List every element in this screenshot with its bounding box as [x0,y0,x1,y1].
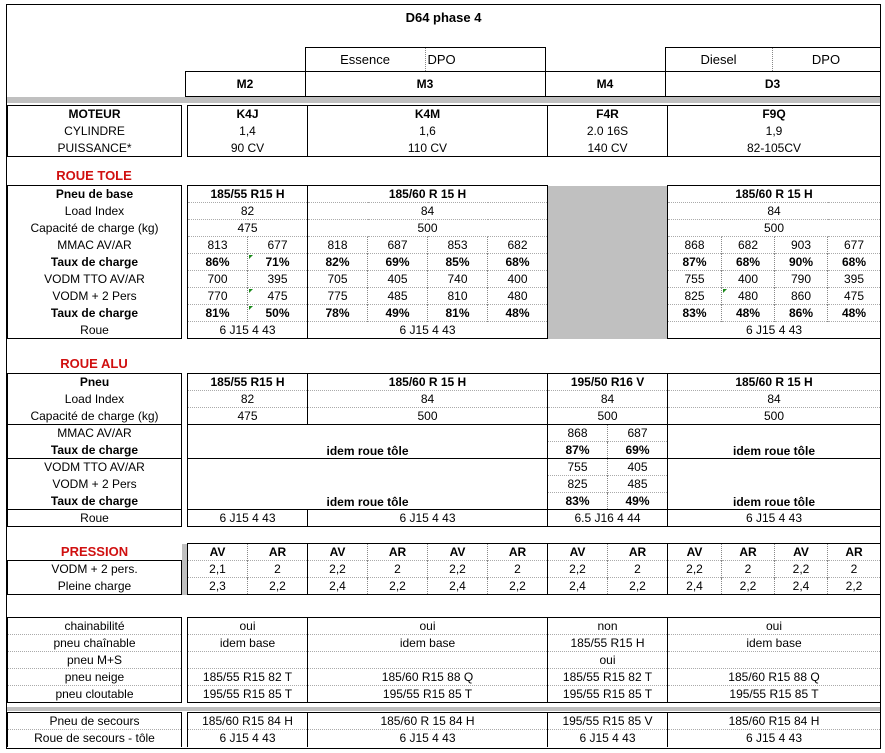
rt-taux1-cell: 90% [775,254,828,271]
ra-taux2-label: Taux de charge [8,493,182,510]
cloutable-m3: 195/55 R15 85 T [308,686,548,703]
ra-pneu-m3: 185/60 R 15 H [308,374,548,391]
roue-tole-table [7,185,881,339]
moteur-m2: K4J [188,106,308,123]
col-m4: M4 [545,71,665,96]
rt-taux2-cell: 83% [668,305,722,322]
pression-vodm-cell: 2 [722,561,775,578]
pression-pleine-cell: 2,2 [828,578,881,595]
pression-pleine-cell: 2,4 [308,578,368,595]
rt-vodm-tto-label: VODM TTO AV/AR [8,271,182,288]
pression-pleine-cell: 2,4 [548,578,608,595]
rt-mmac-cell: 853 [428,237,488,254]
pression-vodm-cell: 2 [828,561,881,578]
ra-taux2-m4: 49% [608,493,668,510]
rt-vodm-tto-cell: 700 [188,271,248,288]
rt-taux2-cell: 48% [828,305,881,322]
rt-mmac-cell: 682 [488,237,548,254]
col-m2: M2 [185,71,305,96]
rt-load-d3: 84 [668,203,881,220]
chaines-table [7,617,881,703]
pression-vodm-cell: 2 [248,561,308,578]
rt-vodm2-cell: 825 [668,288,722,305]
rt-roue-label: Roue [8,322,182,339]
pression-vodm-cell: 2,1 [188,561,248,578]
neige-label: pneu neige [8,669,182,686]
neige-d3: 185/60 R15 88 Q [668,669,881,686]
pression-pleine-label: Pleine charge [8,578,182,595]
rt-taux1-cell: 71% [248,254,308,271]
chainabilite-d3: oui [668,618,881,635]
rt-vodm-tto-cell: 790 [775,271,828,288]
puissance-m2: 90 CV [188,140,308,157]
rt-vodm-tto-cell: 705 [308,271,368,288]
moteur-table [7,105,881,157]
puissance-label: PUISSANCE* [8,140,182,157]
rt-vodm2-cell: 810 [428,288,488,305]
pression-pleine-cell: 2,2 [608,578,668,595]
rt-pneu-label: Pneu de base [8,186,182,203]
rt-vodm2-cell: 475 [248,288,308,305]
rt-load-m2: 82 [188,203,308,220]
pression-ar-header: AR [722,544,775,561]
rt-vodm2-cell: 775 [308,288,368,305]
rt-roue-d3: 6 J15 4 43 [668,322,881,339]
footer-separator [7,707,880,711]
ra-load-m4: 84 [548,391,668,408]
ra-load-m2: 82 [188,391,308,408]
secours-pneu-label: Pneu de secours [8,713,182,730]
rt-taux2-cell: 78% [308,305,368,322]
secours-table [7,712,881,747]
ra-load-m3: 84 [308,391,548,408]
ra-idem-1-m2m3: idem roue tôle [188,425,548,459]
moteur-m3: K4M [308,106,548,123]
pression-pleine-cell: 2,2 [368,578,428,595]
pression-vodm-label: VODM + 2 pers. [8,561,182,578]
rt-taux2-cell: 48% [488,305,548,322]
chainable-label: pneu chaînable [8,635,182,652]
rt-mmac-cell: 813 [188,237,248,254]
rt-vodm-tto-cell: 405 [368,271,428,288]
pression-ar-header: AR [248,544,308,561]
rt-taux2-cell: 81% [428,305,488,322]
ra-vodm-tto-label: VODM TTO AV/AR [8,459,182,476]
neige-m4: 185/55 R15 82 T [548,669,668,686]
pression-vodm-cell: 2,2 [428,561,488,578]
rt-load-m3: 84 [308,203,548,220]
header-separator [7,97,880,103]
rt-load-label: Load Index [8,203,182,220]
rt-taux1-cell: 82% [308,254,368,271]
pression-pleine-cell: 2,3 [188,578,248,595]
pression-vodm-cell: 2 [488,561,548,578]
rt-vodm2-cell: 480 [722,288,775,305]
pression-pleine-cell: 2,2 [248,578,308,595]
rt-mmac-cell: 903 [775,237,828,254]
secours-roue-m4: 6 J15 4 43 [548,730,668,747]
puissance-m3: 110 CV [308,140,548,157]
moteur-label: MOTEUR [8,106,182,123]
pression-av-header: AV [775,544,828,561]
pression-ar-header: AR [488,544,548,561]
ra-taux1-label: Taux de charge [8,442,182,459]
rt-taux2-cell: 49% [368,305,428,322]
rt-roue-m2: 6 J15 4 43 [188,322,308,339]
pression-table [7,543,881,595]
ra-load-d3: 84 [668,391,881,408]
page-title: D64 phase 4 [405,9,482,25]
moteur-m4: F4R [548,106,668,123]
rt-vodm2-cell: 480 [488,288,548,305]
rt-mmac-cell: 682 [722,237,775,254]
rt-vodm2-cell: 485 [368,288,428,305]
rt-mmac-cell: 868 [668,237,722,254]
rt-capacite-d3: 500 [668,220,881,237]
rt-capacite-m2: 475 [188,220,308,237]
rt-taux1-cell: 68% [488,254,548,271]
cloutable-m2: 195/55 R15 85 T [188,686,308,703]
rt-taux2-cell: 48% [722,305,775,322]
ra-taux1-m4: 87% [548,442,608,459]
rt-vodm-tto-cell: 395 [248,271,308,288]
rt-taux2-label: Taux de charge [8,305,182,322]
rt-vodm-tto-cell: 740 [428,271,488,288]
chainable-d3: idem base [668,635,881,652]
ra-vodm2-label: VODM + 2 Pers [8,476,182,493]
chainabilite-m2: oui [188,618,308,635]
rt-capacite-label: Capacité de charge (kg) [8,220,182,237]
ra-pneu-m4: 195/50 R16 V [548,374,668,391]
pression-av-header: AV [668,544,722,561]
ra-vodm2-m4: 485 [608,476,668,493]
col-d3: D3 [665,71,880,96]
pression-pleine-cell: 2,4 [428,578,488,595]
rt-vodm-tto-cell: 395 [828,271,881,288]
puissance-m4: 140 CV [548,140,668,157]
ra-mmac-m4: 687 [608,425,668,442]
ra-vodm-tto-m4: 405 [608,459,668,476]
pression-av-header: AV [308,544,368,561]
pression-pleine-cell: 2,2 [722,578,775,595]
rt-pneu-m2: 185/55 R15 H [188,186,308,203]
rt-taux1-cell: 85% [428,254,488,271]
pression-vodm-cell: 2,2 [668,561,722,578]
ra-capacite-m2: 475 [188,408,308,425]
cylindre-m3: 1,6 [308,123,548,140]
rt-taux1-cell: 68% [828,254,881,271]
rt-taux1-cell: 87% [668,254,722,271]
ra-roue-d3: 6 J15 4 43 [668,510,881,527]
rt-pneu-m3: 185/60 R 15 H [308,186,548,203]
roue-tole-title: ROUE TOLE [56,168,132,183]
rt-roue-m3: 6 J15 4 43 [308,322,548,339]
essence-label: Essence [305,47,425,71]
rt-mmac-cell: 677 [828,237,881,254]
cylindre-label: CYLINDRE [8,123,182,140]
rt-taux1-cell: 86% [188,254,248,271]
secours-roue-m3: 6 J15 4 43 [308,730,548,747]
ra-capacite-m4: 500 [548,408,668,425]
rt-vodm-tto-cell: 400 [488,271,548,288]
ra-capacite-m3: 500 [308,408,548,425]
ra-vodm-tto-m4: 755 [548,459,608,476]
pression-vodm-cell: 2,2 [308,561,368,578]
roue-alu-title: ROUE ALU [60,356,128,371]
rt-vodm-tto-cell: 400 [722,271,775,288]
pression-vodm-cell: 2 [608,561,668,578]
ra-capacite-label: Capacité de charge (kg) [8,408,182,425]
secours-roue-m2: 6 J15 4 43 [188,730,308,747]
pression-vodm-cell: 2,2 [775,561,828,578]
chainabilite-m4: non [548,618,668,635]
dpo-label-essence: DPO [425,47,545,71]
secours-pneu-m4: 195/55 R15 85 V [548,713,668,730]
pression-ar-header: AR [828,544,881,561]
chainable-m2: idem base [188,635,308,652]
cylindre-d3: 1,9 [668,123,881,140]
puissance-d3: 82-105CV [668,140,881,157]
ra-pneu-d3: 185/60 R 15 H [668,374,881,391]
secours-pneu-m2: 185/60 R15 84 H [188,713,308,730]
moteur-d3: F9Q [668,106,881,123]
cloutable-label: pneu cloutable [8,686,182,703]
ra-roue-m3: 6 J15 4 43 [308,510,548,527]
rt-taux1-cell: 68% [722,254,775,271]
ms-label: pneu M+S [8,652,182,669]
cloutable-d3: 195/55 R15 85 T [668,686,881,703]
roue-alu-table [7,373,881,527]
ra-idem-2-m2m3: idem roue tôle [188,459,548,510]
spec-sheet [6,4,881,749]
pression-ar-header: AR [608,544,668,561]
rt-vodm2-label: VODM + 2 Pers [8,288,182,305]
pression-pleine-cell: 2,4 [775,578,828,595]
ra-capacite-d3: 500 [668,408,881,425]
secours-pneu-m3: 185/60 R 15 84 H [308,713,548,730]
rt-taux2-cell: 81% [188,305,248,322]
ra-idem-2-d3: idem roue tôle [668,459,881,510]
pression-av-header: AV [188,544,248,561]
rt-vodm-tto-cell: 755 [668,271,722,288]
secours-roue-d3: 6 J15 4 43 [668,730,881,747]
rt-mmac-label: MMAC AV/AR [8,237,182,254]
rt-taux1-cell: 69% [368,254,428,271]
rt-mmac-cell: 677 [248,237,308,254]
pression-ar-header: AR [368,544,428,561]
ra-roue-label: Roue [8,510,182,527]
pression-pleine-cell: 2,4 [668,578,722,595]
rt-capacite-m3: 500 [308,220,548,237]
ra-load-label: Load Index [8,391,182,408]
neige-m2: 185/55 R15 82 T [188,669,308,686]
secours-roue-label: Roue de secours - tôle [8,730,182,747]
pression-vodm-cell: 2 [368,561,428,578]
rt-mmac-cell: 687 [368,237,428,254]
rt-vodm2-cell: 475 [828,288,881,305]
pression-title: PRESSION [60,544,129,560]
ra-mmac-m4: 868 [548,425,608,442]
ra-roue-m4: 6.5 J16 4 44 [548,510,668,527]
chainable-m4: 185/55 R15 H [548,635,668,652]
rt-taux1-label: Taux de charge [8,254,182,271]
diesel-label: Diesel [665,47,772,71]
ms-m4: oui [548,652,668,669]
rt-taux2-cell: 86% [775,305,828,322]
pression-pleine-cell: 2,2 [488,578,548,595]
rt-pneu-d3: 185/60 R 15 H [668,186,881,203]
ra-vodm2-m4: 825 [548,476,608,493]
ra-taux2-m4: 83% [548,493,608,510]
ra-pneu-m2: 185/55 R15 H [188,374,308,391]
chainabilite-m3: oui [308,618,548,635]
cylindre-m2: 1,4 [188,123,308,140]
rt-vodm2-cell: 860 [775,288,828,305]
neige-m3: 185/60 R15 88 Q [308,669,548,686]
cloutable-m4: 195/55 R15 85 T [548,686,668,703]
rt-mmac-cell: 818 [308,237,368,254]
pression-av-header: AV [548,544,608,561]
ra-taux1-m4: 69% [608,442,668,459]
col-m3: M3 [305,71,545,96]
ra-mmac-label: MMAC AV/AR [8,425,182,442]
ra-idem-1-d3: idem roue tôle [668,425,881,459]
rt-vodm2-cell: 770 [188,288,248,305]
cylindre-m4: 2.0 16S [548,123,668,140]
rt-m4-gray-block [548,186,668,339]
ra-roue-m2: 6 J15 4 43 [188,510,308,527]
ra-pneu-label: Pneu [8,374,182,391]
pression-av-header: AV [428,544,488,561]
chainabilite-label: chainabilité [8,618,182,635]
header-table [7,5,881,97]
dpo-label-diesel: DPO [772,47,880,71]
pression-vodm-cell: 2,2 [548,561,608,578]
secours-pneu-d3: 185/60 R15 84 H [668,713,881,730]
rt-taux2-cell: 50% [248,305,308,322]
chainable-m3: idem base [308,635,548,652]
